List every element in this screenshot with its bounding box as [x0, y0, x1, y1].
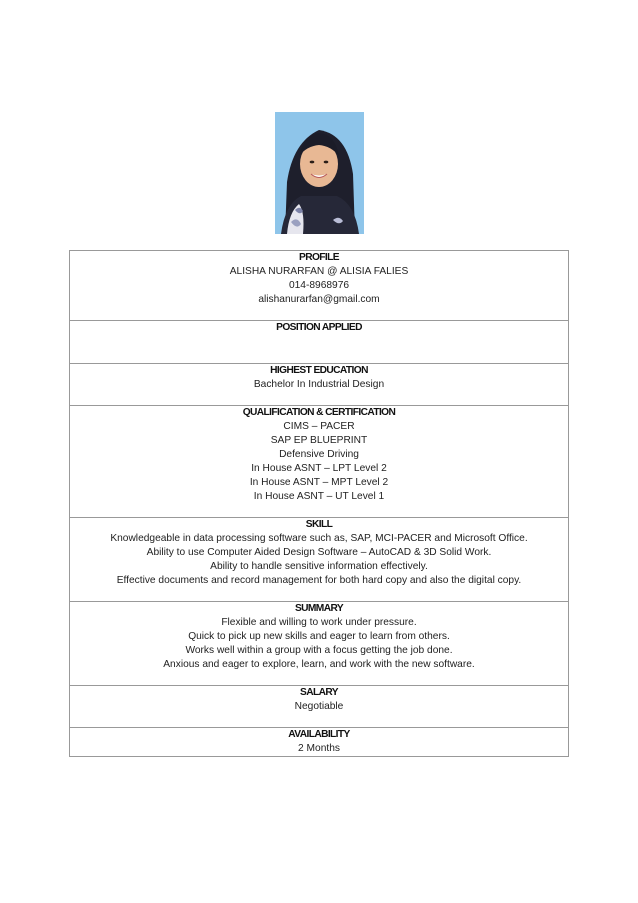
qualification-item: In House ASNT – LPT Level 2: [251, 463, 387, 474]
qualification-item: In House ASNT – MPT Level 2: [249, 477, 389, 488]
resume-table: [69, 250, 569, 757]
education-value: Bachelor In Industrial Design: [253, 379, 385, 390]
qualification-item: SAP EP BLUEPRINT: [270, 435, 368, 446]
education-heading: HIGHEST EDUCATION: [270, 365, 368, 376]
profile-name: ALISHA NURARFAN @ ALISIA FALIES: [229, 266, 409, 277]
profile-photo-image: [275, 112, 364, 234]
skill-item: Knowledgeable in data processing software such as, SAP, MCI-PACER and Microsoft Office.: [110, 533, 528, 544]
summary-item: Works well within a group with a focus getting the job done.: [185, 645, 453, 656]
skill-item: Ability to handle sensitive information effectively.: [210, 561, 428, 572]
summary-section: [70, 602, 569, 686]
summary-heading: SUMMARY: [294, 603, 344, 614]
qualification-section: [70, 406, 569, 518]
qualification-heading: QUALIFICATION & CERTIFICATION: [242, 407, 396, 418]
salary-heading: SALARY: [300, 687, 338, 698]
salary-value: Negotiable: [294, 701, 344, 712]
qualification-item: In House ASNT – UT Level 1: [253, 491, 385, 502]
summary-item: Quick to pick up new skills and eager to learn from others.: [188, 631, 450, 642]
summary-item: Flexible and willing to work under pressure.: [221, 617, 417, 628]
skill-item: Effective documents and record management for both hard copy and also the digital copy.: [116, 575, 522, 586]
profile-heading: PROFILE: [299, 252, 339, 263]
profile-email: alishanurarfan@gmail.com: [258, 294, 380, 305]
education-section: [70, 364, 569, 406]
availability-value: 2 Months: [298, 743, 340, 754]
qualification-item: CIMS – PACER: [283, 421, 355, 432]
skill-item: Ability to use Computer Aided Design Software – AutoCAD & 3D Solid Work.: [146, 547, 492, 558]
profile-photo: [275, 112, 364, 234]
availability-heading: AVAILABILITY: [288, 729, 350, 740]
qualification-item: Defensive Driving: [279, 449, 359, 460]
availability-section: [70, 728, 569, 757]
profile-phone: 014-8968976: [288, 280, 350, 291]
salary-section: [70, 686, 569, 728]
position-heading: POSITION APPLIED: [276, 322, 362, 333]
skill-heading: SKILL: [305, 519, 333, 530]
profile-section: [70, 251, 569, 321]
summary-item: Anxious and eager to explore, learn, and work with the new software.: [163, 659, 475, 670]
position-section: [70, 321, 569, 364]
skill-section: [70, 518, 569, 602]
